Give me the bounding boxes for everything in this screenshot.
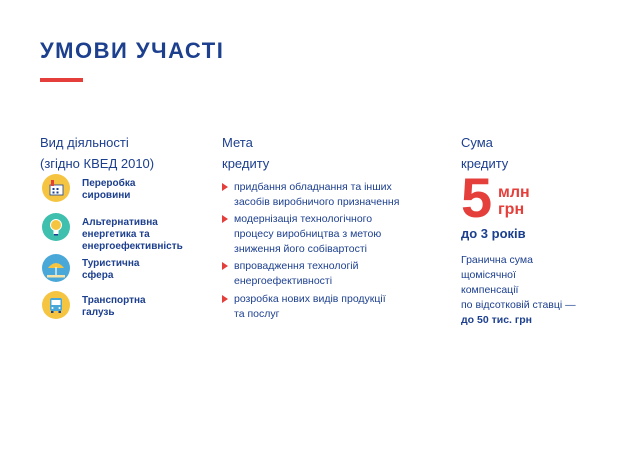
activity-label-line: Альтернативна bbox=[82, 217, 158, 228]
compensation-limit-line: щомісячної bbox=[461, 269, 516, 281]
arrow-right-icon bbox=[222, 183, 228, 191]
arrow-right-icon bbox=[222, 262, 228, 270]
activity-item bbox=[42, 174, 232, 206]
goal-text-line: модернізація технологічного bbox=[234, 213, 373, 225]
column-header-sum-line2: кредиту bbox=[461, 156, 509, 171]
goal-text bbox=[234, 212, 381, 257]
column-header-activity-line1: Вид діяльності bbox=[40, 135, 129, 150]
title-underline bbox=[40, 78, 83, 82]
column-header-goal-line2: кредиту bbox=[222, 156, 270, 171]
activity-item bbox=[42, 213, 232, 252]
goal-text-line: зниження його собівартості bbox=[234, 243, 367, 255]
column-header-sum-line1: Сума bbox=[461, 135, 493, 150]
activity-item bbox=[42, 254, 232, 286]
page-title: УМОВИ УЧАСТІ bbox=[40, 38, 225, 63]
loan-amount-unit bbox=[498, 184, 530, 218]
activity-label bbox=[82, 178, 135, 202]
goal-text bbox=[234, 180, 399, 210]
activity-label-line: енергоефективність bbox=[82, 241, 183, 252]
activity-label-line: енергетика та bbox=[82, 229, 150, 240]
goal-text-line: процесу виробництва з метою bbox=[234, 228, 382, 240]
compensation-limit-line: Гранична сума bbox=[461, 254, 533, 266]
goal-text-line: енергоефективності bbox=[234, 275, 333, 287]
activity-label-line: сировини bbox=[82, 190, 131, 201]
activity-label bbox=[82, 217, 183, 253]
activity-label-line: галузь bbox=[82, 307, 115, 318]
goal-text-line: засобів виробничого призначення bbox=[234, 196, 400, 208]
column-header-activity bbox=[40, 132, 154, 174]
column-header-goal-line1: Мета bbox=[222, 135, 253, 150]
compensation-limit bbox=[461, 253, 576, 328]
activity-label-line: Туристична bbox=[82, 258, 140, 269]
compensation-limit-line: компенсації bbox=[461, 284, 519, 296]
loan-term: до 3 років bbox=[461, 226, 526, 241]
factory-icon bbox=[42, 174, 70, 202]
lightbulb-icon bbox=[42, 213, 70, 241]
activity-label bbox=[82, 258, 139, 282]
goal-text-line: впровадження технологій bbox=[234, 260, 359, 272]
compensation-limit-amount: до 50 тис. грн bbox=[461, 314, 532, 326]
goal-text bbox=[234, 292, 386, 322]
goal-text-line: та послуг bbox=[234, 308, 280, 320]
goal-text bbox=[234, 259, 359, 289]
goal-text-line: придбання обладнання та інших bbox=[234, 181, 392, 193]
activity-label bbox=[82, 295, 146, 319]
arrow-right-icon bbox=[222, 295, 228, 303]
loan-amount-unit-line1: млн bbox=[498, 184, 530, 201]
column-header-goal bbox=[222, 132, 269, 174]
activity-label-line: Переробка bbox=[82, 178, 136, 189]
compensation-limit-line: по відсотковій ставці — bbox=[461, 299, 576, 311]
activity-label-line: сфера bbox=[82, 270, 114, 281]
bus-icon bbox=[42, 291, 70, 319]
beach-umbrella-icon bbox=[42, 254, 70, 282]
goal-text-line: розробка нових видів продукції bbox=[234, 293, 386, 305]
activity-label-line: Транспортна bbox=[82, 295, 146, 306]
column-header-activity-line2: (згідно КВЕД 2010) bbox=[40, 156, 155, 171]
arrow-right-icon bbox=[222, 215, 228, 223]
loan-amount: 5 bbox=[461, 166, 493, 229]
loan-amount-unit-line2: грн bbox=[498, 201, 525, 218]
activity-item bbox=[42, 291, 232, 323]
